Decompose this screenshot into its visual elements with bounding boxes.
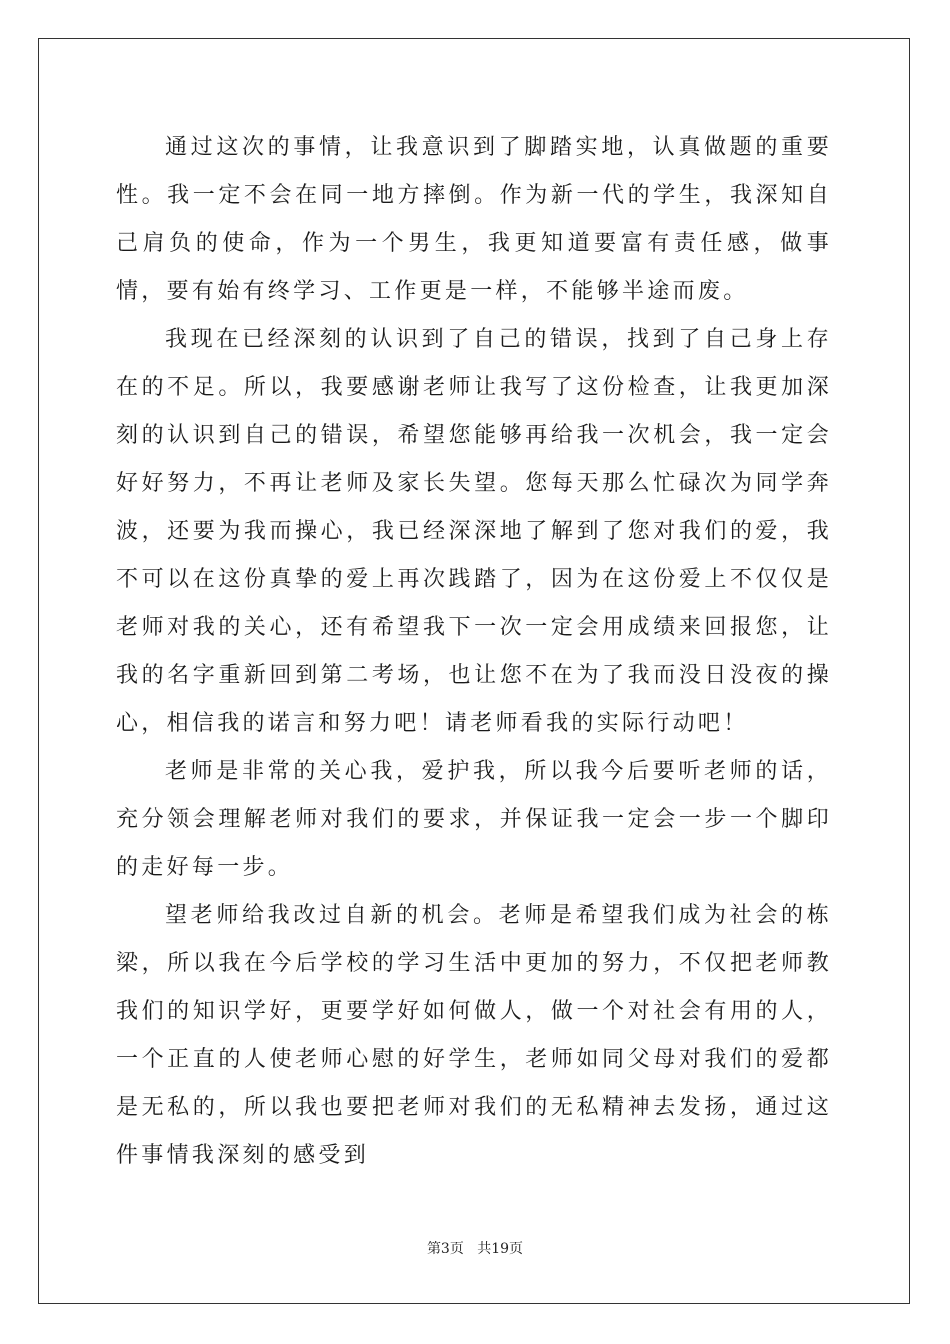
page-number: 第3页 — [426, 1241, 464, 1257]
document-body — [116, 124, 832, 1180]
paragraph-2: 我现在已经深刻的认识到了自己的错误，找到了自己身上存在的不足。所以，我要感谢老师让我写了这份检查，让我更加深刻的认识到自己的错误，希望您能够再给我一次机会，我一定会好好努力，不再让老师及家长失望。您每天那么忙碌次为同学奔波，还要为我而操心，我已经深深地了解到了您对我们的爱，我不可以在这份真挚的爱上再次践踏了，因为在这份爱上不仅仅是老师对我的关心，还有希望我下一次一定会用成绩来回报您，让我的名字重新回到第二考场，也让您不在为了我而没日没夜的操心，相信我的诺言和努力吧！请老师看我的实际行动吧！ — [116, 327, 832, 736]
paragraph-3: 老师是非常的关心我，爱护我，所以我今后要听老师的话，充分领会理解老师对我们的要求，并保证我一定会一步一个脚印的走好每一步。 — [116, 759, 832, 880]
paragraph-1: 通过这次的事情，让我意识到了脚踏实地，认真做题的重要性。我一定不会在同一地方摔倒。作为新一代的学生，我深知自己肩负的使命，作为一个男生，我更知道要富有责任感，做事情，要有始有终学习、工作更是一样，不能够半途而废。 — [116, 135, 832, 304]
paragraph-4: 望老师给我改过自新的机会。老师是希望我们成为社会的栋梁，所以我在今后学校的学习生活中更加的努力，不仅把老师教我们的知识学好，更要学好如何做人，做一个对社会有用的人，一个正直的人使老师心慰的好学生，老师如同父母对我们的爱都是无私的，所以我也要把老师对我们的无私精神去发扬，通过这件事情我深刻的感受到 — [116, 903, 832, 1168]
page-total: 共19页 — [477, 1241, 524, 1257]
page-footer — [0, 1238, 950, 1258]
